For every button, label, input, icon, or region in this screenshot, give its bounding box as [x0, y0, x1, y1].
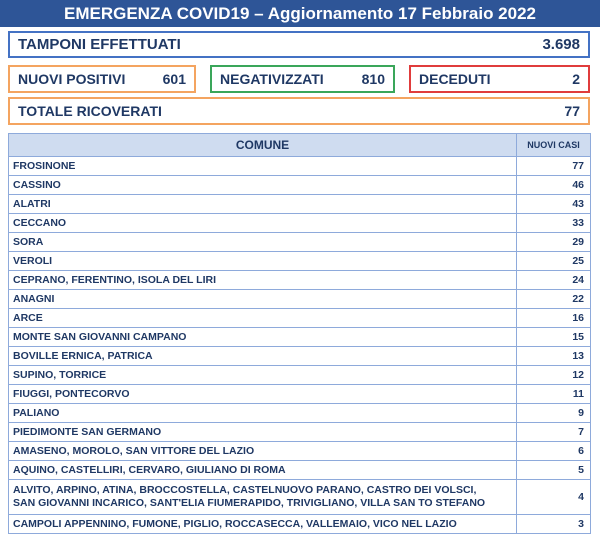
negativizzati-label: NEGATIVIZZATI [220, 71, 324, 87]
negativizzati-value: 810 [361, 71, 385, 87]
comune-cell: AMASENO, MOROLO, SAN VITTORE DEL LAZIO [9, 442, 517, 461]
nuovi-casi-cell: 43 [517, 195, 591, 214]
comune-cell: FIUGGI, PONTECORVO [9, 385, 517, 404]
table-row [9, 309, 591, 328]
table-row [9, 214, 591, 233]
comune-cell: ANAGNI [9, 290, 517, 309]
nuovi-casi-cell: 11 [517, 385, 591, 404]
nuovi-casi-cell: 22 [517, 290, 591, 309]
table-row [9, 195, 591, 214]
table-row [9, 252, 591, 271]
table-row [9, 271, 591, 290]
table-row [9, 328, 591, 347]
table-row [9, 176, 591, 195]
comune-cell-line-2: SAN GIOVANNI INCARICO, SANT'ELIA FIUMERAPIDO, TRIVIGLIANO, VILLA SAN TO STEFANO [13, 497, 486, 509]
column-header-comune: COMUNE [9, 134, 517, 157]
nuovi-positivi-box [8, 65, 196, 93]
nuovi-casi-cell: 9 [517, 404, 591, 423]
table-row [9, 347, 591, 366]
deceduti-box [409, 65, 590, 93]
comune-cell: BOVILLE ERNICA, PATRICA [9, 347, 517, 366]
tamponi-box [8, 31, 590, 58]
nuovi-casi-cell: 25 [517, 252, 591, 271]
table-header-row [9, 134, 591, 157]
comune-cell: MONTE SAN GIOVANNI CAMPANO [9, 328, 517, 347]
table-row [9, 480, 591, 515]
nuovi-casi-cell: 29 [517, 233, 591, 252]
tamponi-label: TAMPONI EFFETTUATI [18, 36, 181, 53]
table-row [9, 461, 591, 480]
nuovi-casi-cell: 5 [517, 461, 591, 480]
negativizzati-box [210, 65, 395, 93]
table-row [9, 366, 591, 385]
table-row [9, 157, 591, 176]
table-row [9, 233, 591, 252]
nuovi-casi-cell: 3 [517, 515, 591, 534]
comune-cell: CECCANO [9, 214, 517, 233]
nuovi-positivi-value: 601 [162, 71, 186, 87]
nuovi-casi-cell: 15 [517, 328, 591, 347]
table-row [9, 423, 591, 442]
nuovi-casi-cell: 7 [517, 423, 591, 442]
comune-cell: ALATRI [9, 195, 517, 214]
deceduti-value: 2 [572, 71, 580, 87]
comune-cell-line-1: ALVITO, ARPINO, ATINA, BROCCOSTELLA, CASTELNUOVO PARANO, CASTRO DEI VOLSCI, [13, 484, 477, 496]
comune-cell: FROSINONE [9, 157, 517, 176]
comune-cell: PIEDIMONTE SAN GERMANO [9, 423, 517, 442]
comune-cell: CEPRANO, FERENTINO, ISOLA DEL LIRI [9, 271, 517, 290]
table-row [9, 404, 591, 423]
nuovi-casi-cell: 12 [517, 366, 591, 385]
nuovi-casi-cell: 6 [517, 442, 591, 461]
nuovi-casi-cell: 77 [517, 157, 591, 176]
nuovi-casi-cell: 4 [517, 480, 591, 515]
comune-cell: VEROLI [9, 252, 517, 271]
ricoverati-label: TOTALE RICOVERATI [18, 103, 162, 119]
column-header-nuovi-casi: NUOVI CASI [517, 134, 591, 157]
page-title-banner [0, 0, 600, 27]
table-row [9, 442, 591, 461]
ricoverati-value: 77 [564, 103, 580, 119]
nuovi-positivi-label: NUOVI POSITIVI [18, 71, 126, 87]
comune-cell: CASSINO [9, 176, 517, 195]
comune-cell: PALIANO [9, 404, 517, 423]
nuovi-casi-cell: 46 [517, 176, 591, 195]
comune-cell: ARCE [9, 309, 517, 328]
comune-cell: CAMPOLI APPENNINO, FUMONE, PIGLIO, ROCCASECCA, VALLEMAIO, VICO NEL LAZIO [9, 515, 517, 534]
table-row [9, 290, 591, 309]
page-title: EMERGENZA COVID19 – Aggiornamento 17 Febbraio 2022 [63, 4, 536, 23]
nuovi-casi-cell: 13 [517, 347, 591, 366]
nuovi-casi-cell: 33 [517, 214, 591, 233]
deceduti-label: DECEDUTI [419, 71, 491, 87]
comune-cell [9, 480, 517, 515]
comune-cell: SUPINO, TORRICE [9, 366, 517, 385]
table-row [9, 385, 591, 404]
table-row [9, 515, 591, 534]
comune-cell: AQUINO, CASTELLIRI, CERVARO, GIULIANO DI ROMA [9, 461, 517, 480]
ricoverati-box [8, 97, 590, 125]
nuovi-casi-cell: 16 [517, 309, 591, 328]
tamponi-value: 3.698 [542, 36, 580, 53]
nuovi-casi-cell: 24 [517, 271, 591, 290]
comune-cell: SORA [9, 233, 517, 252]
cases-table [8, 133, 591, 534]
